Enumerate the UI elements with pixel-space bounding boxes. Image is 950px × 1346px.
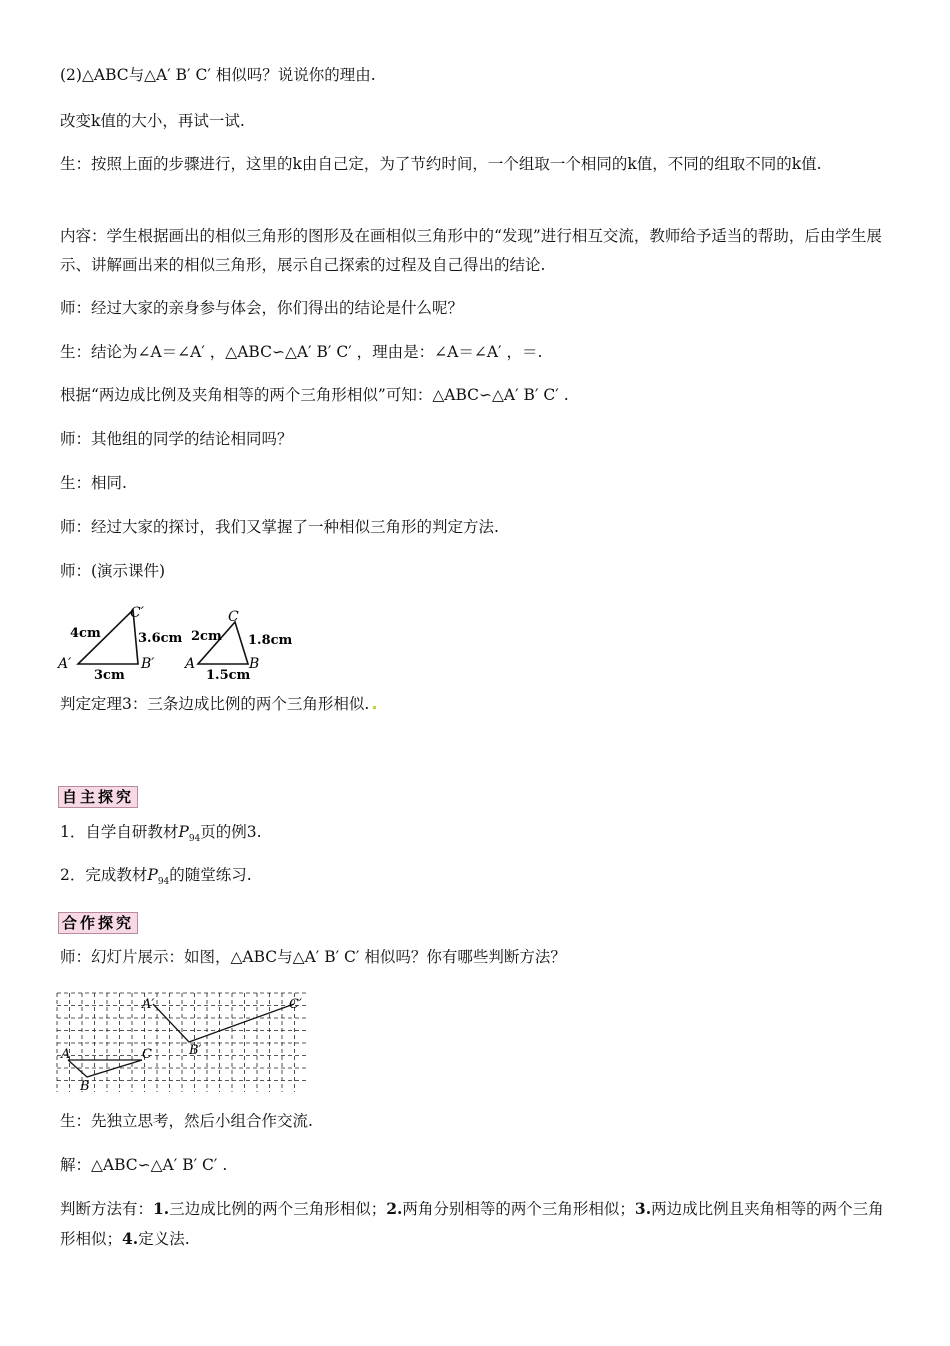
- label-small-side-bc: 1.8cm: [248, 633, 293, 648]
- dot-mark: [373, 706, 376, 709]
- label-big-side-ab: 3cm: [94, 668, 125, 682]
- label-small-side-ab: 1.5cm: [206, 668, 251, 682]
- label-a: A: [61, 1047, 71, 1062]
- label-small-side-ac: 2cm: [191, 629, 222, 644]
- text-line-14: 解：△ABC∽△A′ B′ C′ .: [60, 1156, 228, 1174]
- label-big-b: B′: [141, 656, 155, 672]
- grid-lines: [57, 993, 306, 1092]
- label-small-c: C: [228, 609, 239, 625]
- text-line-9: 生：相同.: [60, 474, 127, 492]
- text-line-15: 判断方法有：1.三边成比例的两个三角形相似；2.两角分别相等的两个三角形相似；3.两边成比例且夹角相等的两个三角形相似；4.定义法.: [60, 1199, 884, 1248]
- label-small-b: B: [249, 656, 260, 672]
- label-c: C: [142, 1047, 152, 1062]
- label-b-prime: B′: [189, 1043, 202, 1058]
- text-line-4: 内容：学生根据画出的相似三角形的图形及在画相似三角形中的“发现”进行相互交流，教师给予适当的帮助，后由学生展示、讲解画出来的相似三角形，展示自己探索的过程及自己得出的结论.: [60, 227, 882, 274]
- label-big-a: A′: [58, 656, 72, 672]
- text-line-10: 师：经过大家的探讨，我们又掌握了一种相似三角形的判定方法.: [60, 518, 499, 536]
- section-tag-cooperative: 合作探究: [58, 912, 138, 934]
- text-line-3: 生：按照上面的步骤进行，这里的k由自己定，为了节约时间，一个组取一个相同的k值，不同的组取不同的k值.: [60, 155, 822, 173]
- text-line-13: 生：先独立思考，然后小组合作交流.: [60, 1112, 313, 1130]
- label-b: B: [80, 1079, 90, 1094]
- label-big-side-ac: 4cm: [70, 626, 101, 641]
- text-line-5: 师：经过大家的亲身参与体会，你们得出的结论是什么呢？: [60, 299, 464, 317]
- text-item-1: 1．自学自研教材$P_{94}$页的例3.: [60, 823, 262, 845]
- label-big-side-bc: 3.6cm: [138, 631, 183, 646]
- text-item-2: 2．完成教材$P_{94}$的随堂练习.: [60, 866, 252, 888]
- text-line-2: 改变k值的大小，再试一试.: [60, 112, 245, 130]
- similar-triangles-figure: [56, 604, 306, 682]
- triangle-abc-edges: [68, 1060, 142, 1077]
- text-line-11: 师：(演示课件): [60, 562, 166, 580]
- label-c-prime: C′: [289, 997, 302, 1012]
- text-line-12: 判定定理3：三条边成比例的两个三角形相似.: [60, 690, 890, 719]
- label-a-prime: A′: [142, 997, 155, 1012]
- text-line-8: 师：其他组的同学的结论相同吗？: [60, 430, 293, 448]
- text-line-7: 根据“两边成比例及夹角相等的两个三角形相似”可知：△ABC∽△A′ B′ C′ .: [60, 386, 569, 404]
- grid-triangles-figure: [56, 992, 308, 1094]
- text-intro-slide: 师：幻灯片展示：如图，△ABC与△A′ B′ C′ 相似吗？你有哪些判断方法？: [60, 948, 566, 966]
- text-line-6: 生：结论为∠A＝∠A′ ，△ABC∽△A′ B′ C′ ，理由是：∠A＝∠A′ ，＝.: [60, 343, 543, 361]
- label-small-a: A: [185, 656, 196, 672]
- text-line-1: (2)△ABC与△A′ B′ C′ 相似吗？说说你的理由.: [60, 66, 376, 84]
- triangle-prime-edges: [153, 1004, 294, 1042]
- label-big-c: C′: [130, 605, 144, 621]
- section-tag-self-study: 自主探究: [58, 786, 138, 808]
